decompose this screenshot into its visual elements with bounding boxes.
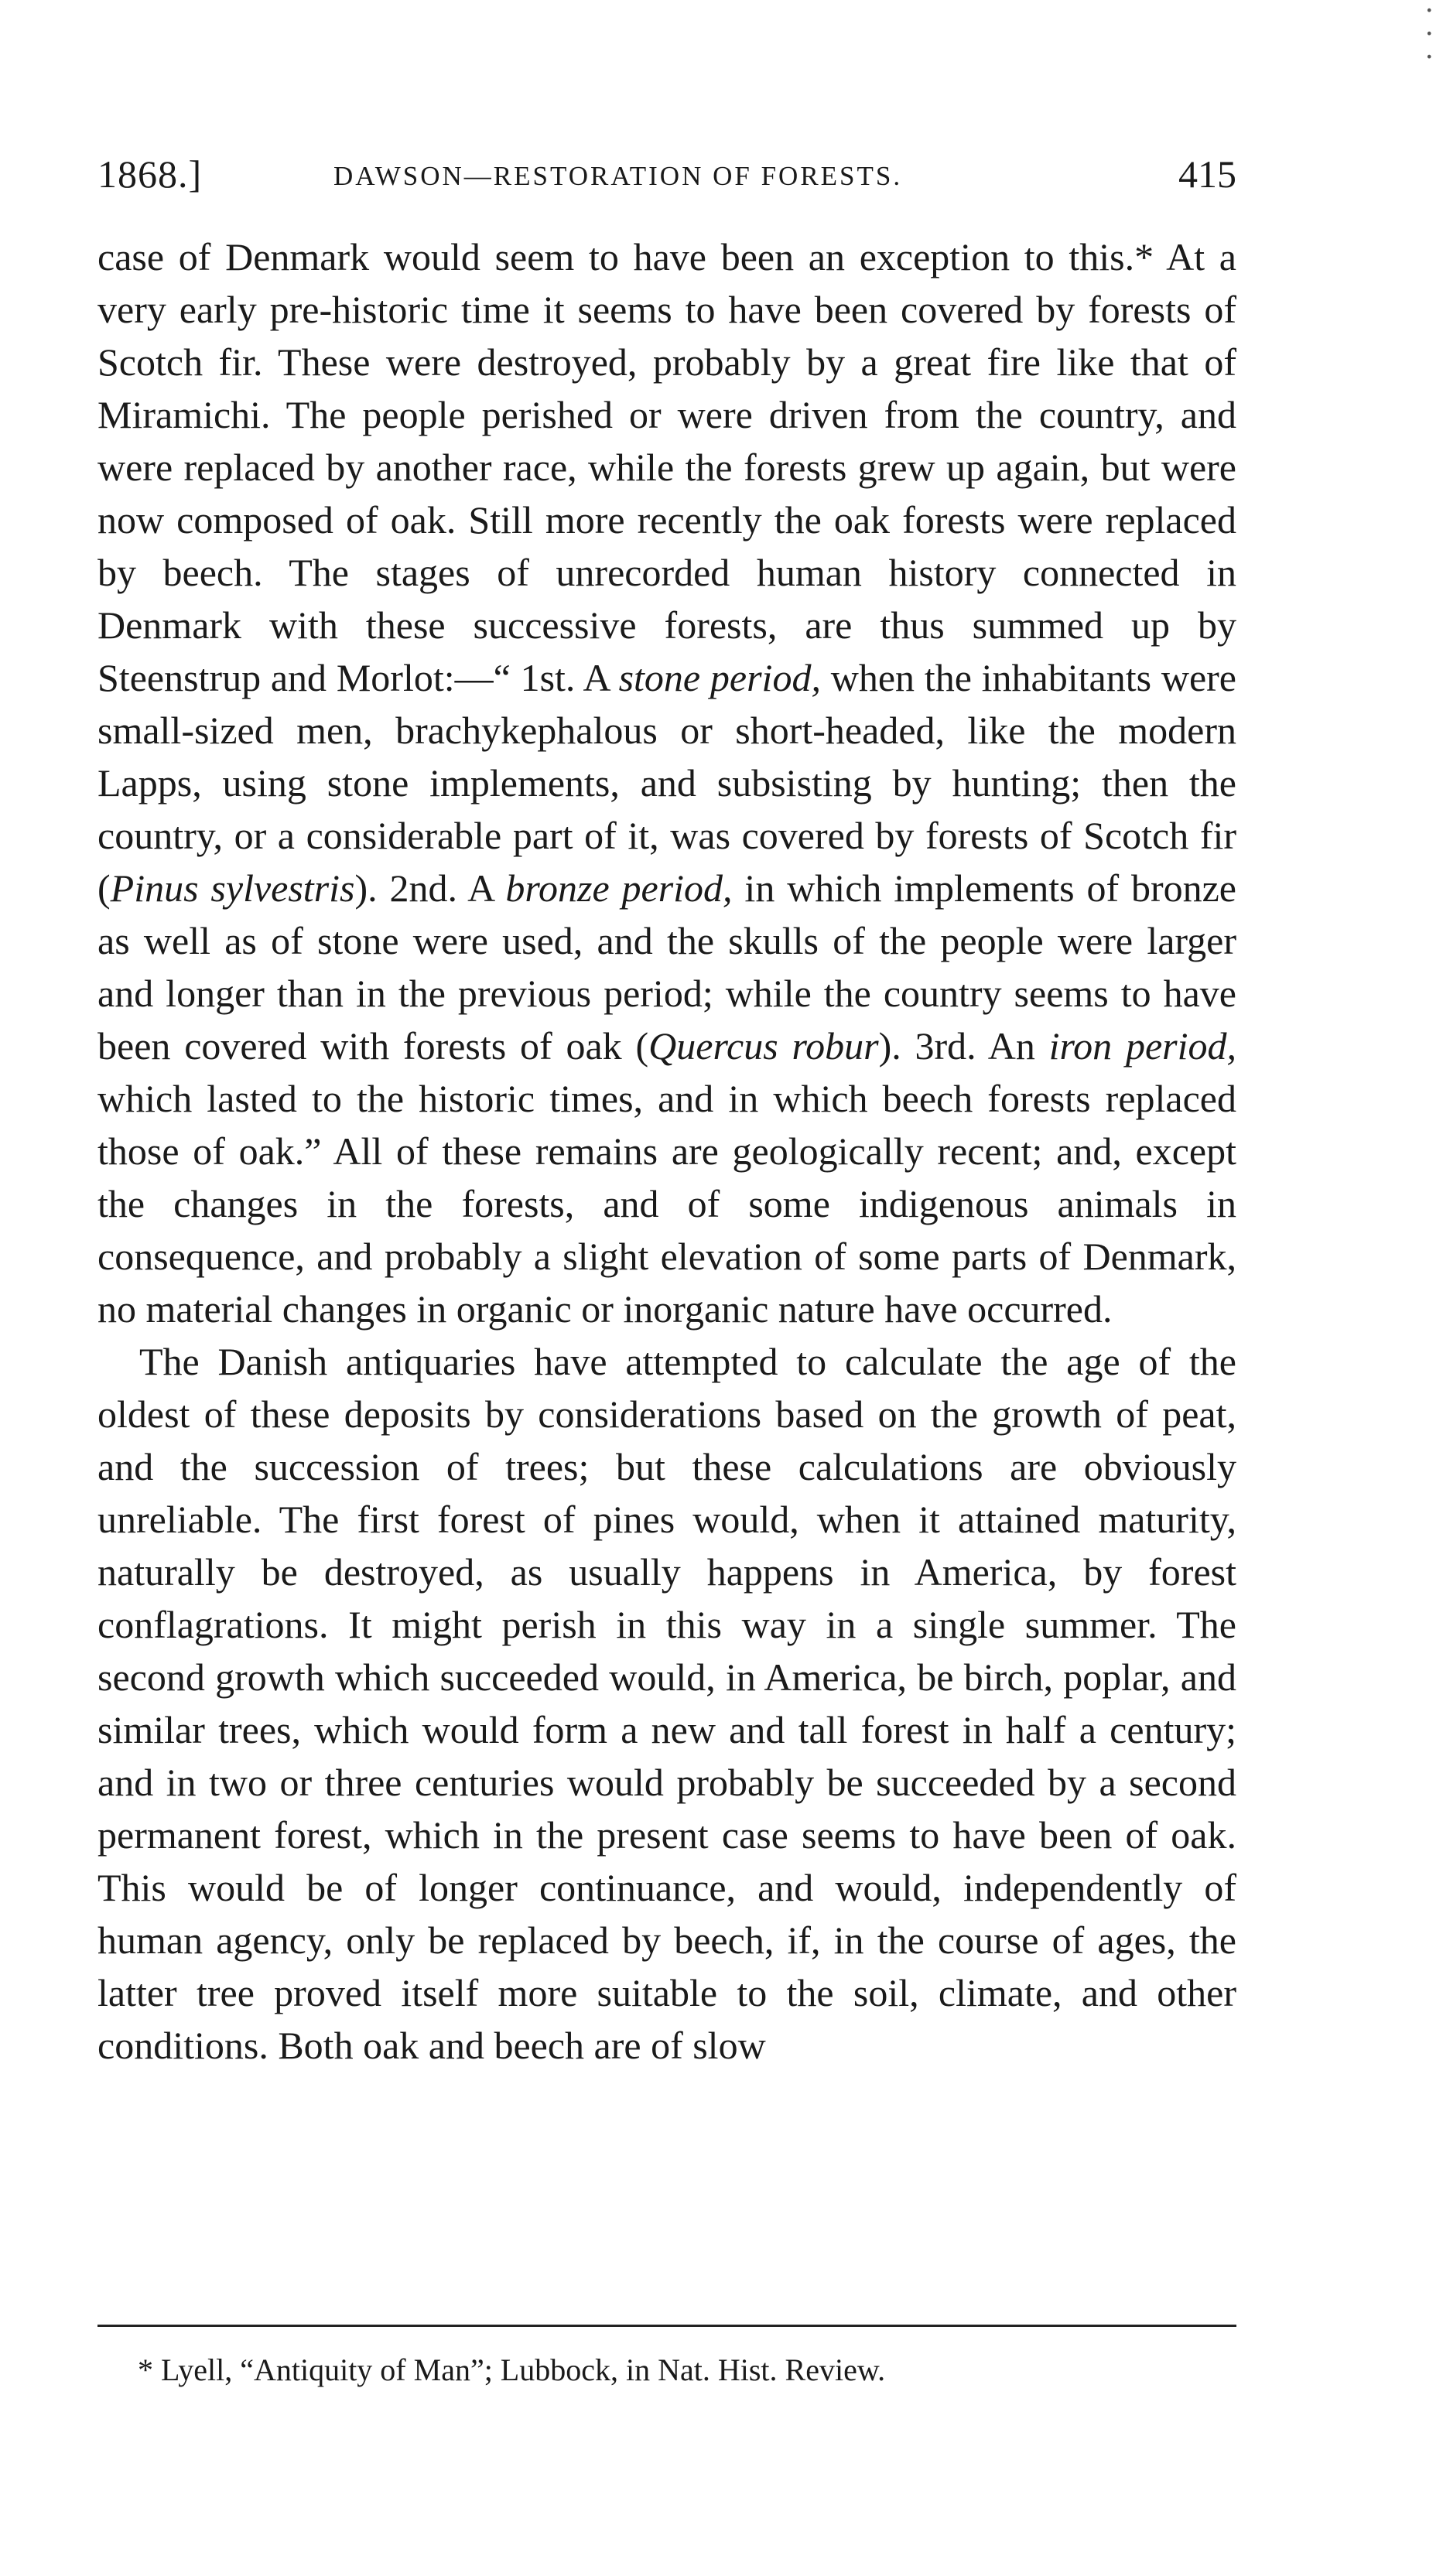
- paragraph: The Danish antiquaries have attempted to calculate the age of the oldest of these deposits by considerations based on the growth of peat, and the succession of trees; but these calculations are obviously unreliable. The first forest of pines would, when it attained maturity, naturally be destroyed, as usually happens in America, by forest conflagrations. It might perish in this way in a single summer. The second growth which succeeded would, in America, be birch, poplar, and similar trees, which would form a new and tall forest in half a century; and in two or three centuries would probably be succeeded by a second permanent forest, which in the present case seems to have been of oak. This would be of longer continuance, and would, independently of human agency, only be replaced by beech, if, in the course of ages, the latter tree proved itself more suitable to the soil, climate, and other conditions. Both oak and beech are of slow: [97, 1340, 1236, 2067]
- text-run: in which implements of bronze as well as of stone were used, and the skulls of the people were larger and longer than in the previous period; while the country seems to have been covered with forests of oak (: [97, 866, 1237, 1068]
- page-number: 415: [1178, 152, 1236, 196]
- header-year: 1868.]: [97, 152, 203, 196]
- italic-term: bronze period,: [505, 866, 733, 910]
- text-run: when the inhabitants were small-sized men, brachykephalous or short-headed, like the modern Lapps, using stone implements, and subsisting by hunting; then the country, or a considerable part of it, was covered by forests of Scotch fir (: [97, 656, 1236, 910]
- header-running-title: DAWSON—RESTORATION OF FORESTS.: [333, 161, 903, 191]
- body-text: [97, 231, 1236, 2072]
- text-run: ). 2nd. A: [354, 866, 506, 910]
- text-run: ). 3rd. An: [878, 1024, 1049, 1068]
- running-header: [97, 152, 1236, 206]
- text-run: case of Denmark would seem to have been an exception to this.* At a very early pre-historic time it seems to have been covered by forests of Scotch fir. These were destroyed, probably by a great fire like that of Miramichi. The people perished or were driven from the country, and were replaced by another race, while the forests grew up again, but were now composed of oak. Still more recently the oak forests were replaced by beech. The stages of unrecorded human history connected in Denmark with these successive forests, are thus summed up by Steenstrup and Morlot:—“ 1st. A: [97, 235, 1236, 699]
- margin-dots: · · ·: [1424, 0, 1434, 73]
- paragraph: [97, 231, 1236, 1335]
- footnote-divider: [97, 2325, 1236, 2327]
- italic-term: Quercus robur: [648, 1024, 879, 1068]
- italic-term: iron period,: [1048, 1024, 1236, 1068]
- text-run: which lasted to the historic times, and in which beech forests replaced those of oak.” All of these remains are geologically recent; and, except the changes in the forests, and of some indigenous animals in consequence, and probably a slight elevation of some parts of Denmark, no material changes in organic or inorganic nature have occurred.: [97, 1077, 1236, 1331]
- footnote: * Lyell, “Antiquity of Man”; Lubbock, in Nat. Hist. Review.: [138, 2352, 886, 2387]
- italic-term: stone period,: [618, 656, 821, 699]
- italic-term: Pinus sylvestris: [110, 866, 355, 910]
